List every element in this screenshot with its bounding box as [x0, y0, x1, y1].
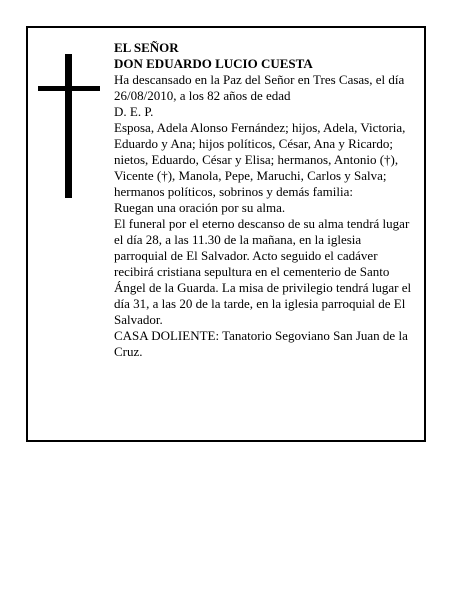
notice-text: [114, 40, 416, 360]
cross-horizontal-bar: [38, 86, 100, 91]
latin-cross-icon: [38, 54, 100, 198]
rest-in-peace: D. E. P.: [114, 104, 154, 119]
cross-vertical-bar: [65, 54, 72, 198]
deceased-name: DON EDUARDO LUCIO CUESTA: [114, 56, 313, 71]
prayer-request: Ruegan una oración por su alma.: [114, 200, 286, 215]
death-announcement: Ha descansado en la Paz del Señor en Tres Casas, el día 26/08/2010, a los 82 años de edad: [114, 72, 405, 103]
obituary-notice: [26, 26, 426, 442]
mourning-house: CASA DOLIENTE: Tanatorio Segoviano San Juan de la Cruz.: [114, 328, 408, 359]
title-line-1: EL SEÑOR: [114, 40, 179, 55]
family-list: Esposa, Adela Alonso Fernández; hijos, Adela, Victoria, Eduardo y Ana; hijos políticos, César, Ana y Ricardo; nietos, Eduardo, César y Elisa; hermanos, Antonio (†), Vicente (†), Manola, Pepe, Maruchi, Carlos y Salva; hermanos políticos, sobrinos y demás familia:: [114, 120, 406, 199]
funeral-details: El funeral por el eterno descanso de su alma tendrá lugar el día 28, a las 11.30 de la mañana, en la iglesia parroquial de El Salvador. Acto seguido el cadáver recibirá cristiana sepultura en el cementerio de Santo Ángel de la Guarda. La misa de privilegio tendrá lugar el día 31, a las 20 de la tarde, en la iglesia parroquial de El Salvador.: [114, 216, 412, 327]
